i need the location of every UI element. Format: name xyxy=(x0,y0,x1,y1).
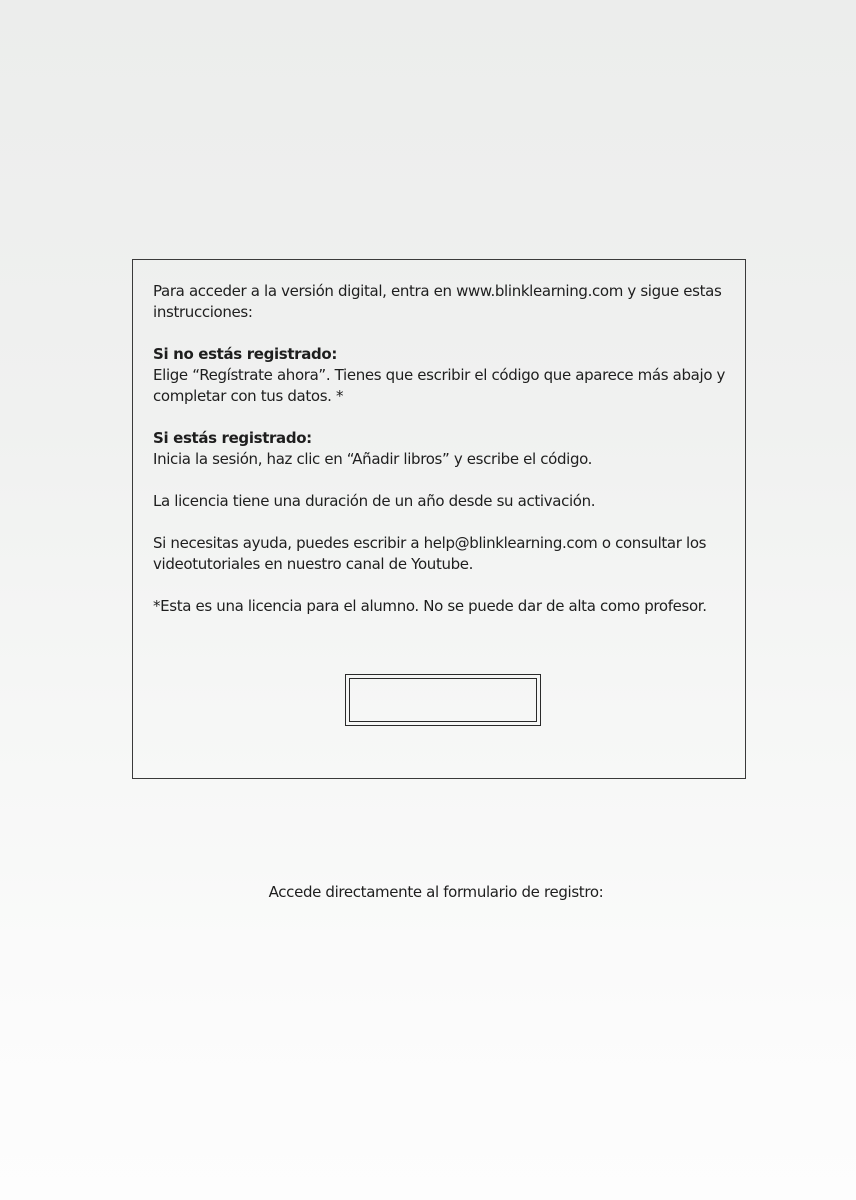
not-registered-paragraph: Elige “Regístrate ahora”. Tienes que escribir el código que aparece más abajo y completar con tus datos. * xyxy=(153,366,726,405)
license-duration-paragraph: La licencia tiene una duración de un año desde su activación. xyxy=(153,492,596,510)
help-paragraph: Si necesitas ayuda, puedes escribir a help@blinklearning.com o consultar los videotutoriales en nuestro canal de Youtube. xyxy=(153,534,707,573)
instructions-text xyxy=(153,281,733,617)
not-registered-heading: Si no estás registrado: xyxy=(153,345,337,363)
registered-paragraph: Inicia la sesión, haz clic en “Añadir libros” y escribe el código. xyxy=(153,450,593,468)
license-code-value xyxy=(349,678,537,722)
license-code-box xyxy=(345,674,541,726)
student-license-note: *Esta es una licencia para el alumno. No se puede dar de alta como profesor. xyxy=(153,597,707,615)
license-instructions-box xyxy=(132,259,746,779)
registered-heading: Si estás registrado: xyxy=(153,429,312,447)
registration-form-caption: Accede directamente al formulario de registro: xyxy=(268,883,604,901)
intro-paragraph: Para acceder a la versión digital, entra en www.blinklearning.com y sigue estas instrucciones: xyxy=(153,282,722,321)
